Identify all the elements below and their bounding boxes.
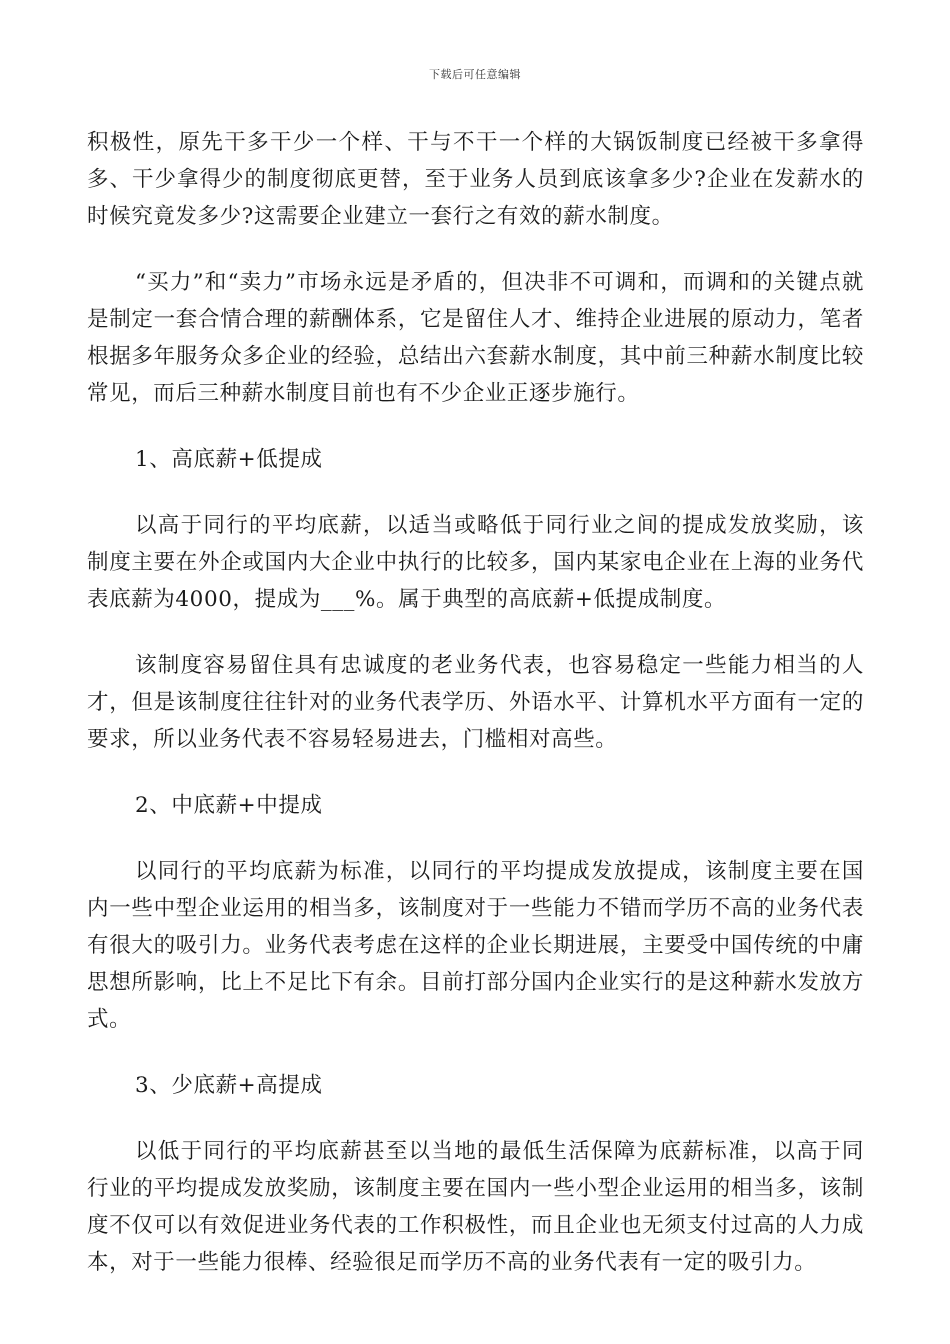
- body-paragraph: 以低于同行的平均底薪甚至以当地的最低生活保障为底薪标准，以高于同行业的平均提成发放奖励，该制度主要在国内一些小型企业运用的相当多，该制度不仅可以有效促进业务代表的工作积极性，而且企业也无须支付过高的人力成本，对于一些能力很棒、经验很足而学历不高的业务代表有一定的吸引力。: [87, 1139, 864, 1275]
- section-heading: 1、高底薪+低提成: [135, 447, 323, 472]
- section-heading: 3、少底薪+高提成: [135, 1073, 323, 1098]
- document-body: [87, 124, 864, 1310]
- body-paragraph: 该制度容易留住具有忠诚度的老业务代表，也容易稳定一些能力相当的人才，但是该制度往往针对的业务代表学历、外语水平、计算机水平方面有一定的要求，所以业务代表不容易轻易进去，门槛相对高些。: [87, 653, 864, 752]
- page-header: 下载后可任意编辑: [429, 68, 521, 81]
- body-paragraph: 积极性，原先干多干少一个样、干与不干一个样的大锅饭制度已经被干多拿得多、干少拿得少的制度彻底更替，至于业务人员到底该拿多少?企业在发薪水的时候究竟发多少?这需要企业建立一套行之有效的薪水制度。: [87, 130, 864, 229]
- body-paragraph: 以高于同行的平均底薪，以适当或略低于同行业之间的提成发放奖励，该制度主要在外企或国内大企业中执行的比较多，国内某家电企业在上海的业务代表底薪为4000，提成为___%。属于典型的高底薪+低提成制度。: [87, 513, 864, 612]
- body-paragraph: 以同行的平均底薪为标准，以同行的平均提成发放提成，该制度主要在国内一些中型企业运用的相当多，该制度对于一些能力不错而学历不高的业务代表有很大的吸引力。业务代表考虑在这样的企业长期进展，主要受中国传统的中庸思想所影响，比上不足比下有余。目前打部分国内企业实行的是这种薪水发放方式。: [87, 859, 864, 1032]
- body-paragraph: “买力”和“卖力”市场永远是矛盾的，但决非不可调和，而调和的关键点就是制定一套合情合理的薪酬体系，它是留住人才、维持企业进展的原动力，笔者根据多年服务众多企业的经验，总结出六套薪水制度，其中前三种薪水制度比较常见，而后三种薪水制度目前也有不少企业正逐步施行。: [87, 270, 864, 406]
- section-heading: 2、中底薪+中提成: [135, 793, 323, 818]
